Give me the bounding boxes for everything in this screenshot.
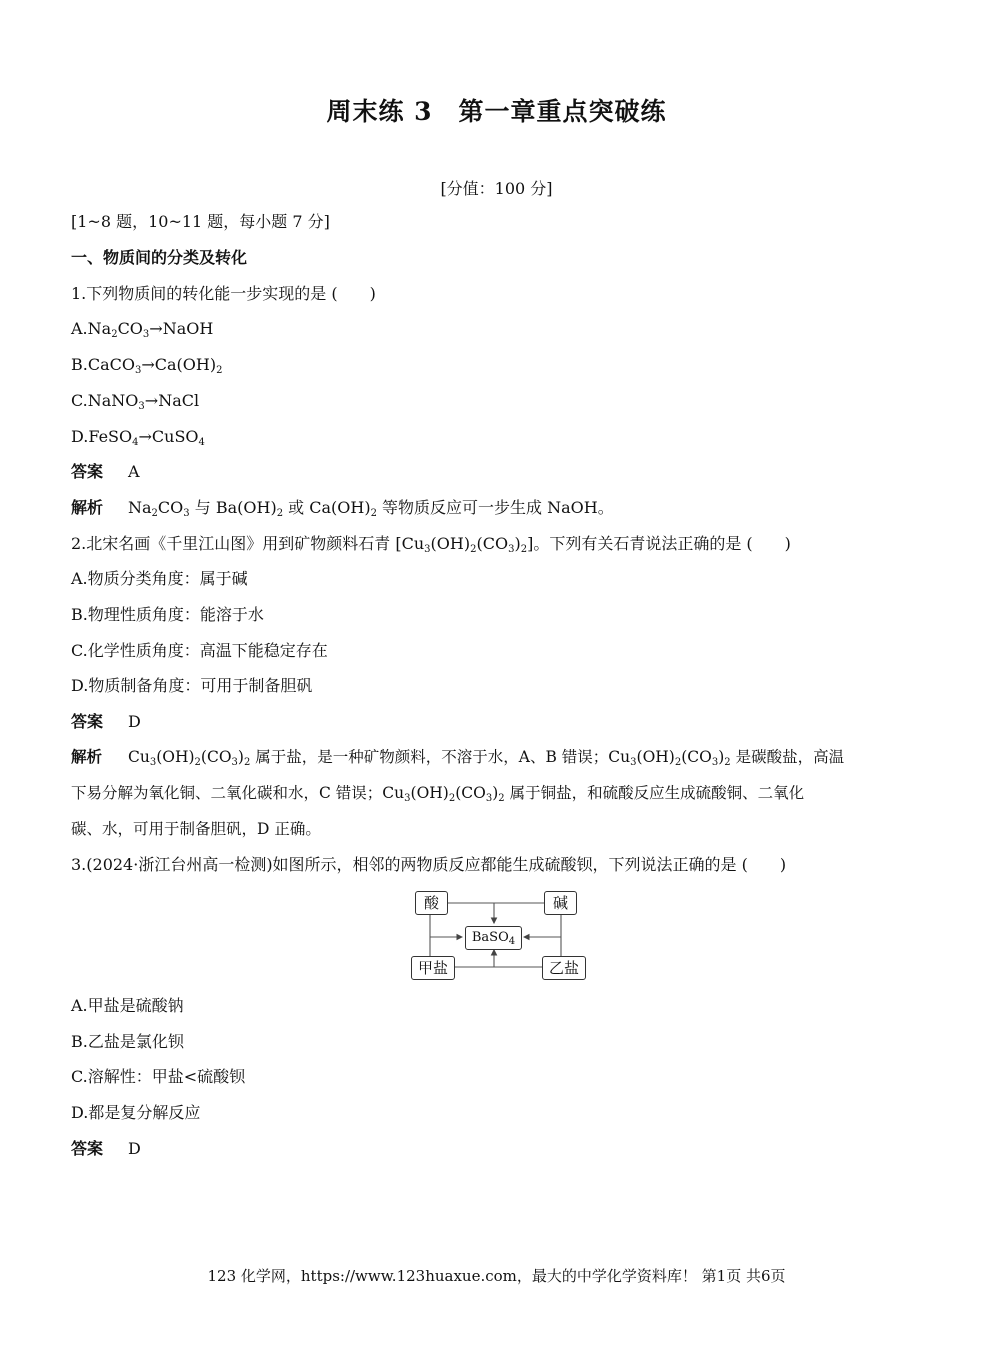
reaction-diagram (410, 890, 585, 982)
q3-option-d: D.都是复分解反应 (71, 1103, 201, 1122)
page-title (0, 92, 993, 128)
salt-a-box: 甲盐 (411, 956, 455, 980)
q1-stem: 1.下列物质间的转化能一步实现的是 ( ) (71, 284, 376, 303)
base-box: 碱 (544, 891, 577, 915)
acid-box: 酸 (415, 891, 448, 915)
q2-option-c: C.化学性质角度：高温下能稳定存在 (71, 641, 328, 660)
page-footer: 123 化学网，https://www.123huaxue.com，最大的中学化学资料库！ 第1页 共6页 (207, 1267, 786, 1285)
q1-option-c: C.NaNO$_3$→NaCl (71, 391, 200, 412)
q2-stem: 2.北宋名画《千里江山图》用到矿物颜料石青 $[Cu_3(OH)_2(CO_3)_2]$。下列有关石青说法正确的是 ( ) (71, 534, 791, 555)
q2-analysis-line1: 解析 $Cu_3(OH)_2(CO_3)_2$ 属于盐，是一种矿物颜料，不溶于水，A、B 错误；$Cu_3(OH)_2(CO_3)_2$ 是碳酸盐，高温 (71, 747, 845, 768)
section-heading: 一、物质间的分类及转化 (71, 248, 248, 267)
baso4-box: BaSO$_4$ (465, 926, 522, 950)
title-part2: 第一章重点突破练 (458, 97, 667, 126)
q2-option-b: B.物理性质角度：能溶于水 (71, 605, 264, 624)
q2-analysis-line3: 碳、水，可用于制备胆矾，D 正确。 (71, 820, 321, 838)
q2-option-d: D.物质制备角度：可用于制备胆矾 (71, 676, 313, 695)
q3-stem: 3.(2024·浙江台州高一检测)如图所示，相邻的两物质反应都能生成硫酸钡，下列说法正确的是 ( ) (71, 855, 787, 874)
scoring-note: [1~8 题，10~11 题，每小题 7 分] (71, 212, 330, 231)
q2-option-a: A.物质分类角度：属于碱 (71, 569, 248, 588)
q1-option-b: $B.CaCO_3\to Ca(OH)_2$ (71, 355, 223, 376)
q3-answer: 答案 D (71, 1139, 141, 1158)
q1-answer: 答案 A (71, 462, 140, 481)
score-note: [分值：100 分] (440, 179, 553, 198)
salt-b-box: 乙盐 (542, 956, 586, 980)
q3-option-c: C.溶解性：甲盐<硫酸钡 (71, 1067, 246, 1086)
q1-analysis: 解析 $Na_2CO_3$ 与 $Ba(OH)_2$ 或 $Ca(OH)_2$ 等物质反应可一步生成 NaOH。 (71, 498, 614, 519)
title-part1: 周末练 3 (326, 97, 433, 126)
q1-option-d: D.FeSO$_4$→CuSO$_4$ (71, 427, 205, 448)
q2-analysis-line2: 下易分解为氧化铜、二氧化碳和水，C 错误；$Cu_3(OH)_2(CO_3)_2$ 属于铜盐，和硫酸反应生成硫酸铜、二氧化 (71, 784, 805, 804)
q3-option-b: B.乙盐是氯化钡 (71, 1032, 184, 1051)
q3-option-a: A.甲盐是硫酸钠 (71, 996, 184, 1015)
q1-option-a: $A.Na_2CO_3\to NaOH$ (71, 319, 214, 340)
q2-answer: 答案 D (71, 712, 141, 731)
